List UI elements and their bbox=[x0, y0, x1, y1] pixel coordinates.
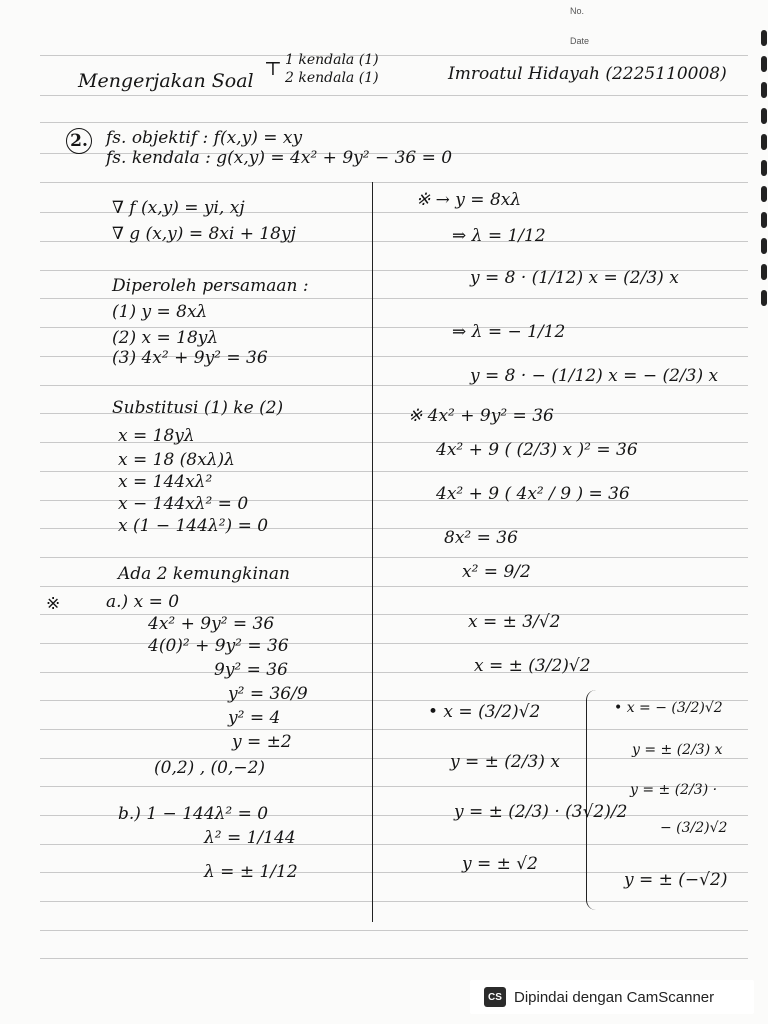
case-b-step: λ² = 1/144 bbox=[204, 828, 296, 848]
problem-number-circle: 2. bbox=[66, 128, 92, 154]
case-a-points: (0,2) , (0,−2) bbox=[154, 758, 266, 778]
substitution-heading: Substitusi (1) ke (2) bbox=[112, 398, 284, 418]
right-step: y = ± (2/3) · (3√2)/2 bbox=[454, 802, 628, 822]
right-step: 4x² + 9 ( (2/3) x )² = 36 bbox=[436, 440, 638, 460]
camscanner-watermark bbox=[470, 980, 754, 1014]
case-negative-step: y = ± (−√2) bbox=[624, 870, 728, 890]
ruled-line bbox=[40, 55, 748, 56]
case-b-step: λ = ± 1/12 bbox=[204, 862, 298, 882]
author-name: Imroatul Hidayah (2225110008) bbox=[448, 64, 727, 84]
ruled-line bbox=[40, 182, 748, 183]
star-mark: ※ bbox=[46, 594, 61, 614]
branch-bracket: ⊤ bbox=[264, 58, 282, 80]
camscanner-logo-icon: CS bbox=[484, 987, 506, 1007]
ruled-line bbox=[40, 95, 748, 96]
constraint-function: fs. kendala : g(x,y) = 4x² + 9y² − 36 = 0 bbox=[106, 148, 453, 168]
case-brace bbox=[586, 690, 605, 910]
right-step: y = 8 · − (1/12) x = − (2/3) x bbox=[470, 366, 719, 386]
right-step: ※ 4x² + 9y² = 36 bbox=[408, 406, 554, 426]
ruled-line bbox=[40, 122, 748, 123]
objective-function: fs. objektif : f(x,y) = xy bbox=[106, 128, 303, 148]
substitution-step: x = 18 (8xλ)λ bbox=[118, 450, 235, 470]
possibilities-heading: Ada 2 kemungkinan bbox=[118, 564, 290, 584]
binding-holes bbox=[758, 30, 768, 316]
ruled-line bbox=[40, 729, 748, 730]
ruled-line bbox=[40, 672, 748, 673]
gradient-g: ∇ g (x,y) = 8xi + 18yj bbox=[112, 224, 296, 244]
ruled-line bbox=[40, 643, 748, 644]
case-a-step: y² = 36/9 bbox=[228, 684, 308, 704]
equation-2: (2) x = 18yλ bbox=[112, 328, 219, 348]
right-step: • x = (3/2)√2 bbox=[428, 702, 541, 722]
right-step: 8x² = 36 bbox=[444, 528, 518, 548]
ruled-line bbox=[40, 958, 748, 959]
branch-one: 1 kendala (1) bbox=[285, 52, 379, 68]
right-step: x = ± (3/2)√2 bbox=[474, 656, 591, 676]
branch-two: 2 kendala (1) bbox=[285, 70, 379, 86]
ruled-line bbox=[40, 586, 748, 587]
right-step: 4x² + 9 ( 4x² / 9 ) = 36 bbox=[436, 484, 630, 504]
case-negative-step: y = ± (2/3) · bbox=[630, 782, 718, 798]
diperoleh-heading: Diperoleh persamaan : bbox=[112, 276, 309, 296]
problem-number bbox=[66, 128, 98, 154]
substitution-step: x (1 − 144λ²) = 0 bbox=[118, 516, 269, 536]
right-step: y = 8 · (1/12) x = (2/3) x bbox=[470, 268, 679, 288]
column-divider bbox=[372, 182, 373, 922]
no-label: No. bbox=[570, 6, 585, 16]
equation-1: (1) y = 8xλ bbox=[112, 302, 208, 322]
substitution-step: x = 144xλ² bbox=[118, 472, 213, 492]
page-title: Mengerjakan Soal bbox=[78, 70, 254, 92]
right-step: y = ± (2/3) x bbox=[450, 752, 560, 772]
equation-3: (3) 4x² + 9y² = 36 bbox=[112, 348, 268, 368]
ruled-line bbox=[40, 930, 748, 931]
case-a-label: a.) x = 0 bbox=[106, 592, 180, 612]
case-b-label: b.) 1 − 144λ² = 0 bbox=[118, 804, 269, 824]
case-a-step: 9y² = 36 bbox=[214, 660, 288, 680]
camscanner-text: Dipindai dengan CamScanner bbox=[514, 988, 715, 1006]
ruled-line bbox=[40, 758, 748, 759]
case-negative-step: y = ± (2/3) x bbox=[632, 742, 723, 758]
case-a-step: 4(0)² + 9y² = 36 bbox=[148, 636, 289, 656]
case-negative-step: • x = − (3/2)√2 bbox=[614, 700, 723, 716]
case-a-step: y = ±2 bbox=[232, 732, 292, 752]
ruled-line bbox=[40, 298, 748, 299]
substitution-step: x = 18yλ bbox=[118, 426, 195, 446]
right-step: y = ± √2 bbox=[462, 854, 538, 874]
case-a-step: y² = 4 bbox=[228, 708, 281, 728]
right-step: x = ± 3/√2 bbox=[468, 612, 561, 632]
ruled-line bbox=[40, 901, 748, 902]
right-step: ⇒ λ = 1/12 bbox=[452, 226, 546, 246]
ruled-line bbox=[40, 844, 748, 845]
right-step: ※ → y = 8xλ bbox=[416, 190, 522, 210]
case-negative-step: − (3/2)√2 bbox=[660, 820, 728, 836]
right-step: ⇒ λ = − 1/12 bbox=[452, 322, 566, 342]
ruled-line bbox=[40, 614, 748, 615]
date-label: Date bbox=[570, 36, 590, 46]
substitution-step: x − 144xλ² = 0 bbox=[118, 494, 249, 514]
right-step: x² = 9/2 bbox=[462, 562, 531, 582]
gradient-f: ∇ f (x,y) = yi, xj bbox=[112, 198, 245, 218]
ruled-line bbox=[40, 557, 748, 558]
case-a-step: 4x² + 9y² = 36 bbox=[148, 614, 275, 634]
